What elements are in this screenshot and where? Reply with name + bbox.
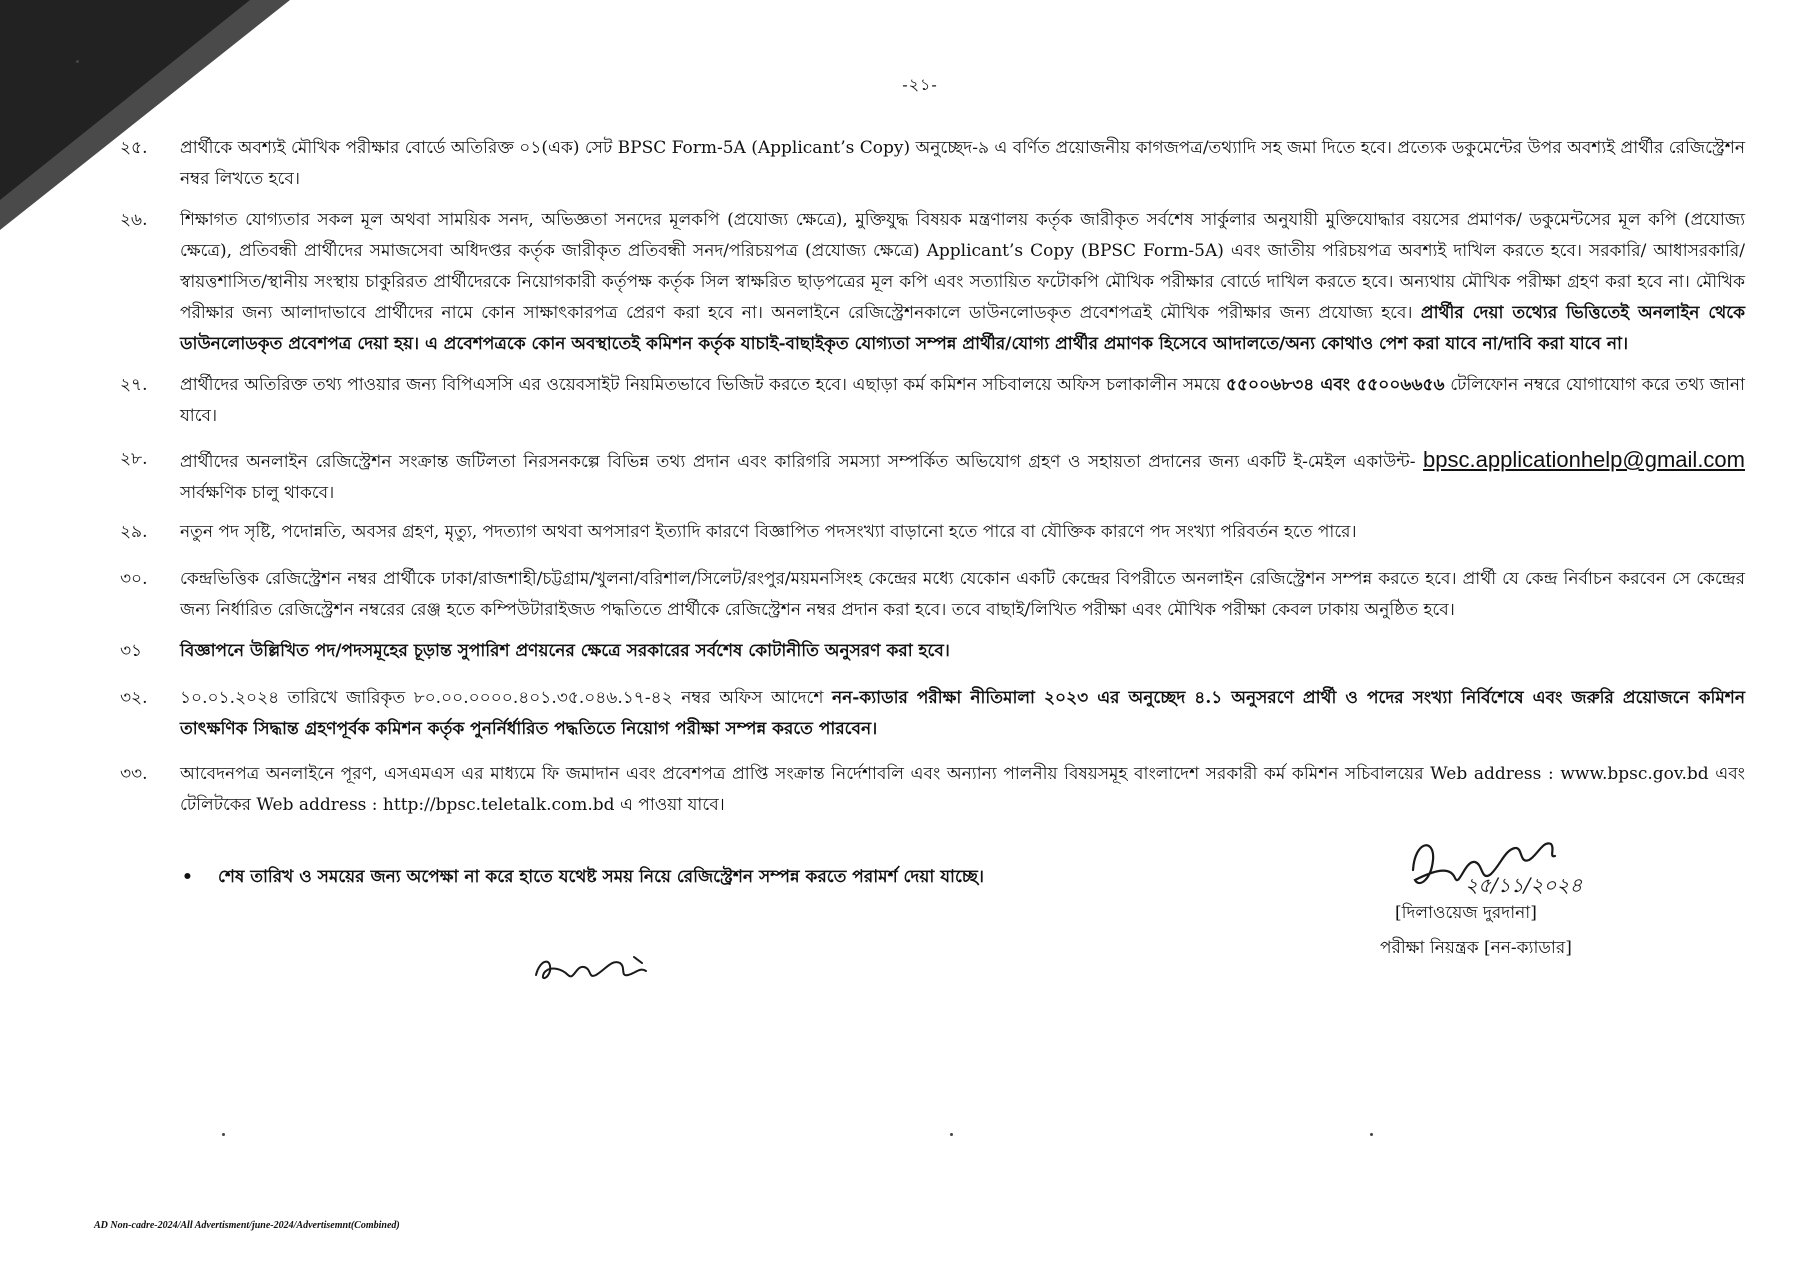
- scan-speck: [950, 1133, 953, 1136]
- clause-26: [120, 205, 1745, 360]
- phone-numbers: ৫৫০০৬৮৩৪ এবং ৫৫০০৬৬৫৬: [1225, 375, 1445, 395]
- clause-text: প্রার্থীকে অবশ্যই মৌখিক পরীক্ষার বোর্ডে অতিরিক্ত ০১(এক) সেট BPSC Form-5A (Applicant’s Copy) অনুচ্ছেদ-৯ এ বর্ণিত প্রয়োজনীয় কাগজপত্র/তথ্যাদি সহ জমা দিতে হবে। প্রত্যেক ডকুমেন্টের উপর অবশ্যই প্রার্থীর রেজিস্ট্রেশন নম্বর লিখতে হবে।: [180, 138, 1746, 189]
- clause-body-end: টেলিফোন নম্বরে যোগাযোগ করে তথ্য জানা যাবে।: [180, 375, 1745, 426]
- clause-30: [120, 564, 1745, 626]
- clause-body: শিক্ষাগত যোগ্যতার সকল মূল অথবা সাময়িক সনদ, অভিজ্ঞতা সনদের মূলকপি (প্রযোজ্য ক্ষেত্রে), মুক্তিযুদ্ধ বিষয়ক মন্ত্রণালয় কর্তৃক জারীকৃত সর্বশেষ সার্কুলার অনুযায়ী মুক্তিযোদ্ধার বয়সের প্রমাণক/ ডকুমেন্টসের মূল কপি (প্রযোজ্য ক্ষেত্রে), প্রতিবন্ধী প্রার্থীদের সমাজসেবা অধিদপ্তর কর্তৃক জারীকৃত প্রতিবন্ধী সনদ/পরিচয়পত্র (প্রযোজ্য ক্ষেত্রে) Applicant’s Copy (BPSC Form-5A) এবং জাতীয় পরিচয়পত্র অবশ্যই দাখিল করতে হবে। সরকারি/ আধাসরকারি/স্বায়ত্তশাসিত/স্থানীয় সংস্থায় চাকুরিরত প্রার্থীদেরকে নিয়োগকারী কর্তৃপক্ষ কর্তৃক সিল স্বাক্ষরিত ছাড়পত্রের মূল কপি এবং সত্যায়িত ফটোকপি মৌখিক পরীক্ষার বোর্ডে দাখিল করতে হবে। অন্যথায় মৌখিক পরীক্ষা গ্রহণ করা হবে না। মৌখিক পরীক্ষার জন্য আলাদাভাবে প্রার্থীদের নামে কোন সাক্ষাৎকারপত্র প্রেরণ করা হবে না। অনলাইনে রেজিস্ট্রেশনকালে ডাউনলোডকৃত প্রবেশপত্রই মৌখিক পরীক্ষার জন্য প্রযোজ্য হবে।: [180, 210, 1745, 323]
- clause-bold-warning: প্রার্থীর দেয়া তথ্যের ভিত্তিতেই অনলাইন থেকে ডাউনলোডকৃত প্রবেশপত্র দেয়া হয়। এ প্রবেশপত্রকে কোন অবস্থাতেই কমিশন কর্তৃক যাচাই-বাছাইকৃত যোগ্যতা সম্পন্ন প্রার্থীর/যোগ্য প্রার্থীর প্রমাণক হিসেবে আদালতে/অন্য কোথাও পেশ করা যাবে না/দাবি করা যাবে না।: [180, 303, 1745, 354]
- clause-text: কেন্দ্রভিত্তিক রেজিস্ট্রেশন নম্বর প্রার্থীকে ঢাকা/রাজশাহী/চট্টগ্রাম/খুলনা/বরিশাল/সিলেট/রংপুর/ময়মনসিংহ কেন্দ্রের মধ্যে যেকোন একটি কেন্দ্রের বিপরীতে অনলাইন রেজিস্ট্রেশন সম্পন্ন করতে হবে। প্রার্থী যে কেন্দ্র নির্বাচন করবেন সে কেন্দ্রের জন্য নির্ধারিত রেজিস্ট্রেশন নম্বরের রেঞ্জ হতে কম্পিউটারাইজড পদ্ধতিতে প্রার্থীকে রেজিস্ট্রেশন নম্বর প্রদান করা হবে। তবে বাছাই/লিখিত পরীক্ষা এবং মৌখিক পরীক্ষা কেবল ঢাকায় অনুষ্ঠিত হবে।: [180, 569, 1745, 620]
- clause-33: [120, 759, 1745, 821]
- clause-number: ২৭.: [120, 375, 148, 395]
- signatory-name: [দিলাওয়েজ দুরদানা]: [1395, 903, 1537, 923]
- clause-31: [120, 636, 1745, 667]
- help-email-link[interactable]: bpsc.applicationhelp@gmail.com: [1423, 447, 1745, 472]
- clause-29: [120, 517, 1745, 548]
- clause-number: ৩২.: [120, 688, 148, 708]
- clause-text: আবেদনপত্র অনলাইনে পূরণ, এসএমএস এর মাধ্যমে ফি জমাদান এবং প্রবেশপত্র প্রাপ্তি সংক্রান্ত নির্দেশাবলি এবং অন্যান্য পালনীয় বিষয়সমূহ বাংলাদেশ সরকারী কর্ম কমিশন সচিবালয়ের Web address : www.bpsc.gov.bd এবং টেলিটকের Web address : http://bpsc.teletalk.com.bd এ পাওয়া যাবে।: [180, 764, 1745, 815]
- clause-25: [120, 133, 1745, 195]
- scan-speck: [76, 60, 79, 63]
- initials-signature: [530, 945, 680, 990]
- scan-speck: [1370, 1133, 1373, 1136]
- clause-text: [180, 444, 1745, 509]
- clause-number: ২৮.: [120, 449, 148, 469]
- clause-text: [180, 205, 1745, 360]
- clause-body: প্রার্থীদের অতিরিক্ত তথ্য পাওয়ার জন্য বিপিএসসি এর ওয়েবসাইট নিয়মিতভাবে ভিজিট করতে হবে। এছাড়া কর্ম কমিশন সচিবালয়ে অফিস চলাকালীন সময়ে: [180, 375, 1221, 395]
- clause-number: ৩০.: [120, 569, 148, 589]
- signature-date: ২৫/১১/২০২৪: [1465, 873, 1583, 897]
- clause-text: বিজ্ঞাপনে উল্লিখিত পদ/পদসমূহের চূড়ান্ত সুপারিশ প্রণয়নের ক্ষেত্রে সরকারের সর্বশেষ কোটানীতি অনুসরণ করা হবে।: [180, 641, 950, 661]
- clause-body-end: সার্বক্ষণিক চালু থাকবে।: [180, 483, 335, 503]
- registration-advice: [182, 862, 1218, 892]
- clause-list: [120, 133, 1745, 821]
- clause-number: ২৬.: [120, 210, 148, 230]
- clause-number: ৩৩.: [120, 764, 148, 784]
- clause-body: ১০.০১.২০২৪ তারিখে জারিকৃত ৮০.০০.০০০০.৪০১.৩৫.০৪৬.১৭-৪২ নম্বর অফিস আদেশে: [180, 688, 824, 708]
- clause-number: ২৫.: [120, 138, 148, 158]
- advice-text: শেষ তারিখ ও সময়ের জন্য অপেক্ষা না করে হাতে যথেষ্ট সময় নিয়ে রেজিস্ট্রেশন সম্পন্ন করতে পরামর্শ দেয়া যাচ্ছে।: [218, 867, 984, 887]
- clause-bold-policy: নন-ক্যাডার পরীক্ষা নীতিমালা ২০২৩ এর অনুচ্ছেদ ৪.১ অনুসরণে প্রার্থী ও পদের সংখ্যা নির্বিশেষে এবং জরুরি প্রয়োজনে কমিশন তাৎক্ষণিক সিদ্ধান্ত গ্রহণপূর্বক কমিশন কর্তৃক পুনর্নির্ধারিত পদ্ধতিতে নিয়োগ পরীক্ষা সম্পন্ন করতে পারবেন।: [180, 688, 1745, 739]
- clause-number: ৩১: [120, 641, 143, 661]
- clause-27: [120, 370, 1745, 432]
- clause-number: ২৯.: [120, 522, 148, 542]
- clause-32: [120, 683, 1745, 745]
- page-number: -২১-: [902, 75, 938, 94]
- clause-28: [120, 444, 1745, 509]
- clause-body: প্রার্থীদের অনলাইন রেজিস্ট্রেশন সংক্রান্ত জটিলতা নিরসনকল্পে বিভিন্ন তথ্য প্রদান এবং কারিগরি সমস্যা সম্পর্কিত অভিযোগ গ্রহণ ও সহায়তা প্রদানের জন্য একটি ই-মেইল একাউন্ট-: [180, 452, 1416, 472]
- scan-speck: [222, 1133, 225, 1136]
- clause-text: [180, 370, 1745, 432]
- clause-text: [180, 683, 1745, 745]
- signatory-title: পরীক্ষা নিয়ন্ত্রক [নন-ক্যাডার]: [1380, 938, 1572, 958]
- document-footer-path: AD Non-cadre-2024/All Advertisment/june-2024/Advertisemnt(Combined): [94, 1220, 400, 1231]
- clause-text: নতুন পদ সৃষ্টি, পদোন্নতি, অবসর গ্রহণ, মৃত্যু, পদত্যাগ অথবা অপসারণ ইত্যাদি কারণে বিজ্ঞাপিত পদসংখ্যা বাড়ানো হতে পারে বা যৌক্তিক কারণে পদ সংখ্যা পরিবর্তন হতে পারে।: [180, 522, 1357, 542]
- controller-signature: [1405, 830, 1635, 902]
- bullet-icon: •: [182, 867, 193, 887]
- initials-stroke: [536, 957, 646, 978]
